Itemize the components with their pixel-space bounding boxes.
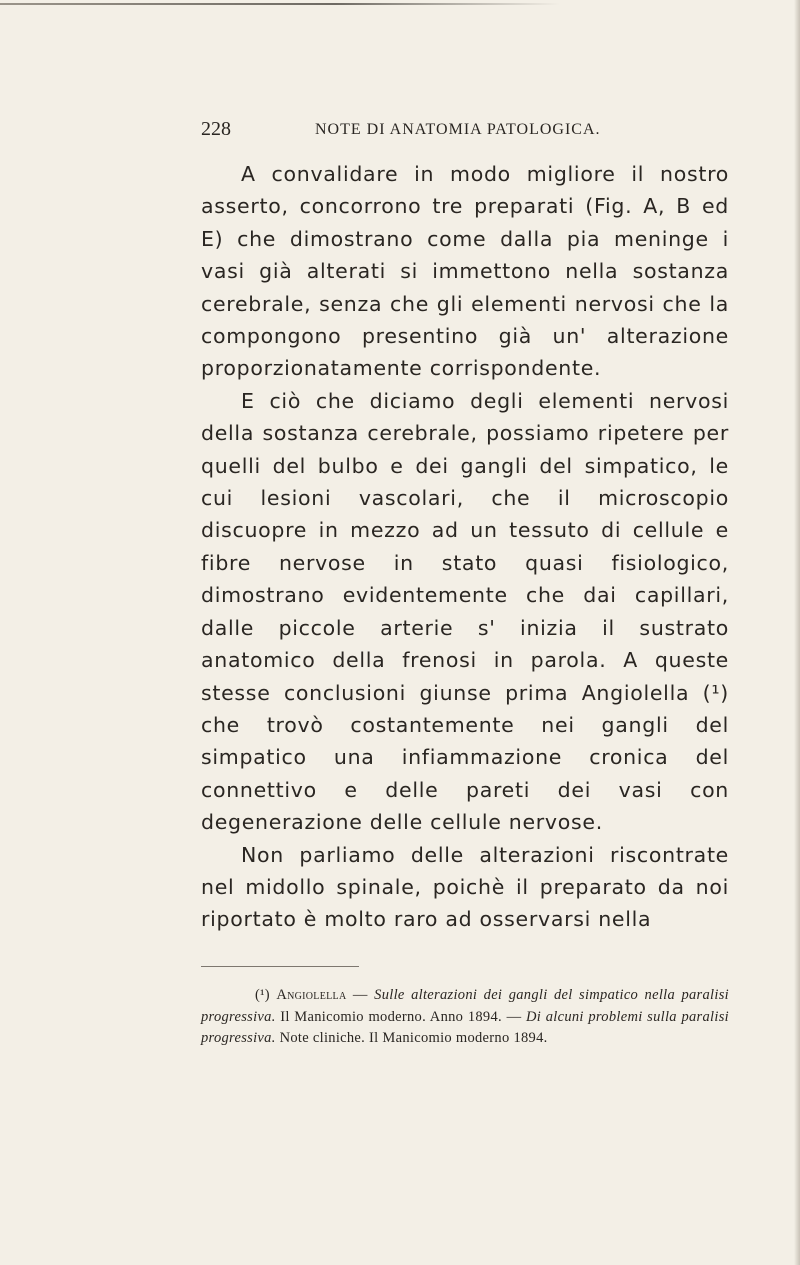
page-header xyxy=(201,118,729,144)
footnote-dash: — xyxy=(506,1008,522,1025)
paragraph-3: Non parliamo delle alterazioni riscontrate nel midollo spinale, poichè il preparato da noi riportato è molto raro ad osservarsi nella xyxy=(201,842,729,932)
footnote-separator xyxy=(201,966,359,967)
page-edge-shadow xyxy=(794,0,800,1265)
footnote-marker: (¹) xyxy=(255,987,270,1003)
running-title: NOTE DI ANATOMIA PATOLOGICA. xyxy=(315,121,601,138)
footnote-dash: — xyxy=(352,987,368,1003)
page-number: 228 xyxy=(201,118,231,140)
footnote xyxy=(201,985,729,1050)
main-text xyxy=(201,158,729,936)
top-edge-rule xyxy=(0,3,560,5)
paragraph-1: A convalidare in modo migliore il nostro asserto, concorrono tre preparati (Fig. A, B ed E) che dimostrano come dalla pia meninge i vasi già alterati si immettono nella sostanza cerebrale, senza che gli elementi nervosi che la compongono presentino già un' alterazione proporzionatamente corrispondente. xyxy=(201,162,729,381)
footnote-title-1: Sulle alterazioni dei gangli del simpatico nella paralisi progressiva. xyxy=(201,987,729,1025)
footnote-author: Angiolella xyxy=(276,987,347,1003)
footnote-title-2: Di alcuni problemi sulla paralisi progressiva. xyxy=(201,1008,729,1047)
footnote-source-1: Il Manicomio moderno. Anno 1894. xyxy=(280,1008,502,1025)
paragraph-2: E ciò che diciamo degli elementi nervosi della sostanza cerebrale, possiamo ripetere per quelli del bulbo e dei gangli del simpatico, le cui lesioni vascolari, che il microscopio discuopre in mezzo ad un tessuto di cellule e fibre nervose in stato quasi fisiologico, dimostrano evidentemente che dai capillari, dalle piccole arterie s' inizia il sustrato anatomico della frenosi in parola. A queste stesse conclusioni giunse prima Angiolella (¹) che trovò costantemente nei gangli del simpatico una infiammazione cronica del connettivo e delle pareti dei vasi con degenerazione delle cellule nervose. xyxy=(201,388,729,835)
footnote-source-2: Note cliniche. Il Manicomio moderno 1894. xyxy=(279,1030,548,1047)
